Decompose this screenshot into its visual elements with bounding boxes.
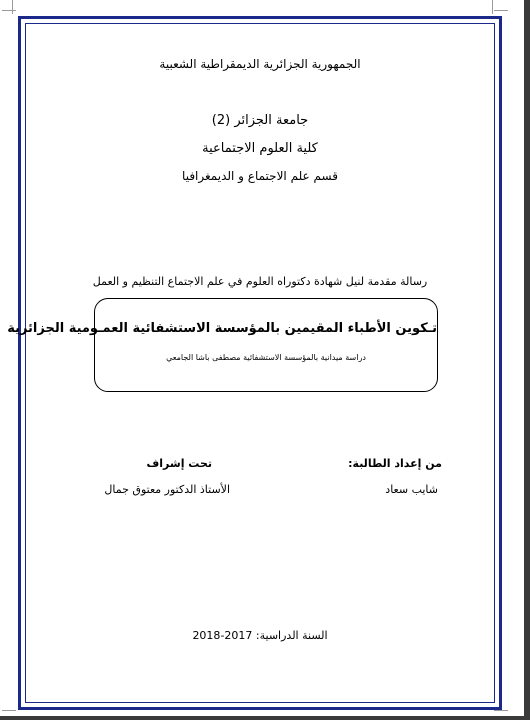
crop-mark-top-left-v [12, 0, 13, 14]
university-name: جامعة الجزائر (2) [211, 113, 309, 128]
supervisor-label: تحت إشراف [146, 457, 212, 470]
crop-mark-bottom-right [494, 710, 508, 711]
crop-mark-bottom-left [2, 710, 16, 711]
supervisor-name: الأستاذ الدكتور معتوق جمال [104, 483, 230, 496]
thesis-title: تـكوين الأطباء المقيمين بالمؤسسة الاستشفائية العمـومية الجزائرية [7, 321, 437, 336]
crop-mark-top-right-v [492, 0, 493, 14]
republic-name: الجمهورية الجزائرية الديمقراطية الشعبية [159, 57, 361, 71]
student-label: من إعداد الطالبة: [348, 457, 442, 470]
thesis-purpose: رسالة مقدمة لنيل شهادة دكتوراه العلوم في علم الاجتماع التنظيم و العمل [92, 275, 428, 288]
thesis-title-box [7, 298, 438, 392]
student-name: شايب سعاد [385, 483, 438, 496]
faculty-name: كلية العلوم الاجتماعية [202, 141, 318, 156]
thesis-subtitle: دراسة ميدانية بالمؤسسة الاستشفائية مصطفى باشا الجامعي [166, 353, 366, 362]
academic-year: السنة الدراسية: 2017-2018 [192, 629, 328, 642]
crop-mark-top-right [494, 10, 508, 11]
department-name: قسم علم الاجتماع و الديمغرافيا [182, 169, 338, 183]
viewer-edge-bottom [0, 716, 530, 720]
crop-mark-top-left [2, 10, 16, 11]
viewer-edge-right [524, 0, 530, 720]
